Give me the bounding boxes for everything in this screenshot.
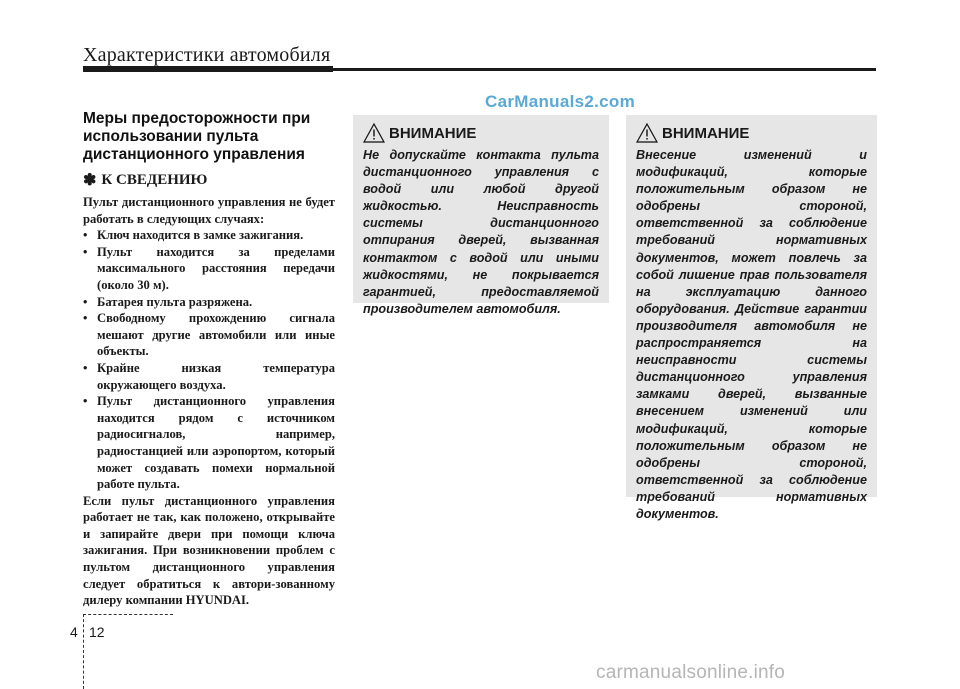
list-item: • Ключ находится в замке зажигания. (83, 227, 335, 244)
list-item: • Крайне низкая температура окружающего воздуха. (83, 360, 335, 393)
intro-text: Пульт дистанционного управления не будет работать в следующих случаях: (83, 195, 335, 226)
footer-rule-vertical (83, 614, 84, 689)
list-item: • Пульт находится за пределами максимального расстояния передачи (около 30 м). (83, 244, 335, 294)
warning-title (363, 123, 599, 143)
conditions-list (83, 227, 335, 493)
asterisk-icon: ✽ (83, 172, 97, 189)
warning-triangle-icon (363, 123, 385, 143)
footer-rule-horizontal (83, 614, 173, 615)
watermark-top: CarManuals2.com (485, 92, 635, 111)
watermark-bottom: carmanualsonline.info (596, 662, 786, 683)
warning-text: Не допускайте контакта пульта дистанционного управления с водой или любой другой жидкостью. Неисправность системы дистанционного отпирания дверей, вызванная контактом с водой или иными жидкостями, не покрывается гарантией, предоставляемой производителем автомобиля. (363, 148, 599, 316)
warning-title-text: ВНИМАНИЕ (662, 124, 750, 142)
intro-label: К СВЕДЕНИЮ (101, 171, 208, 188)
page-number: 12 (89, 624, 105, 640)
warning-title (636, 123, 867, 143)
warning-title-text: ВНИМАНИЕ (389, 124, 477, 142)
list-item: • Свободному прохождению сигнала мешают другие автомобили или иные объекты. (83, 310, 335, 360)
warning-box-water (353, 115, 609, 316)
page-header-title: Характеристики автомобиля (83, 44, 331, 66)
list-item: • Батарея пульта разряжена. (83, 294, 335, 311)
section-heading: Меры предосторожности при использовании пульта дистанционного управления (83, 110, 311, 163)
warning-triangle-icon (636, 123, 658, 143)
closing-text: Если пульт дистанционного управления работает не так, как положено, открывайте и запирайте двери при помощи ключа зажигания. При возникновении проблем с пультом дистанционного управления следует обратиться к автори-зованному дилеру компании HYUNDAI. (83, 493, 335, 608)
page-chapter-number: 4 (70, 624, 78, 640)
warning-text: Внесение изменений и модификаций, которые положительным образом не одобрены стороной, ответственной за соблюдение требований нормативных документов, может повлечь за собой лишение прав пользователя на эксплуатацию данного оборудования. Действие гарантии производителя автомобиля не распространяется на неисправности системы дистанционного управления замками дверей, вызванные внесением изменений или модификаций, которые положительным образом не одобрены стороной, ответственной за соблюдение требований нормативных документов. (636, 148, 867, 521)
header-rule-accent (83, 66, 333, 72)
intro-heading (83, 170, 335, 190)
list-item: • Пульт дистанционного управления находится рядом с источником радиосигналов, например, радиостанцией или аэропортом, который может создавать помехи нормальной работе пульта. (83, 393, 335, 493)
left-column (83, 110, 335, 609)
warning-box-modifications (626, 115, 877, 521)
